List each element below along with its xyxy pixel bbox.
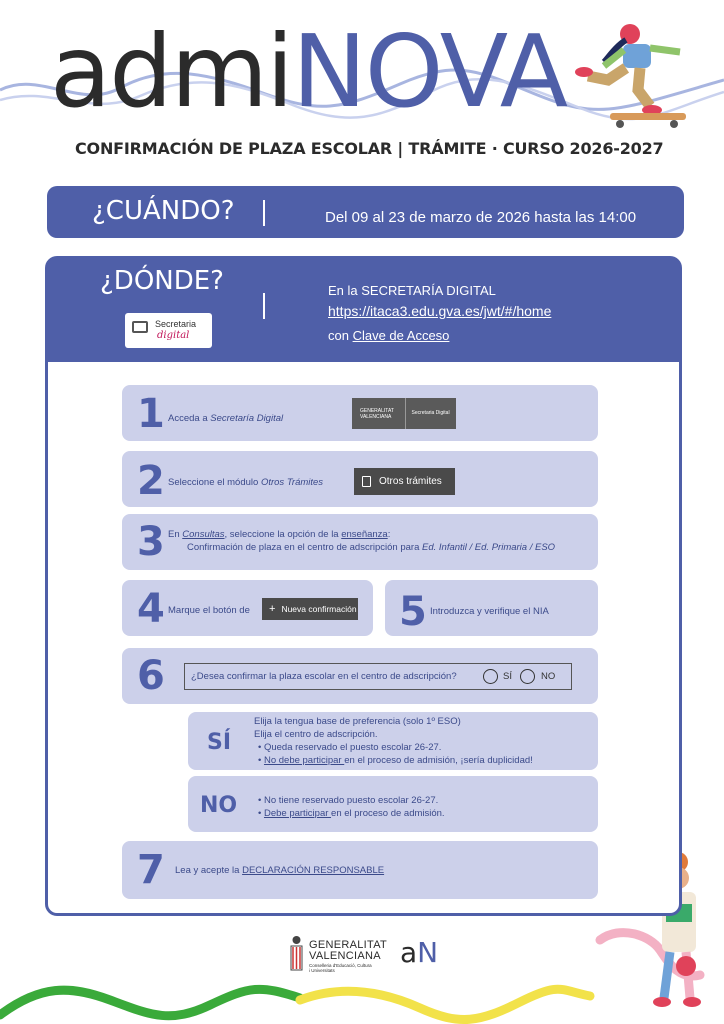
- step-7-text: Lea y acepte la DECLARACIÓN RESPONSABLE: [175, 865, 385, 876]
- yes-bullet-1: • Queda reservado el puesto escolar 26-27.: [258, 741, 533, 754]
- step-1-number: 1: [137, 391, 165, 437]
- confirmation-question: ¿Desea confirmar la plaza escolar en el centro de adscripción? SÍ NO: [184, 663, 572, 690]
- no-radio[interactable]: [520, 669, 535, 684]
- sd-button-label: Secretaria Digital: [411, 410, 450, 416]
- gva-shield-icon: [290, 935, 303, 973]
- step-3-number: 3: [137, 519, 165, 565]
- monitor-icon: [132, 321, 148, 333]
- when-divider: [263, 200, 265, 226]
- yes-bullet-2: • No debe participar en el proceso de admisión, ¡sería duplicidad!: [258, 754, 533, 767]
- step-5-number: 5: [399, 589, 427, 635]
- step-7-number: 7: [137, 847, 165, 893]
- adminova-small-logo: aN: [400, 936, 439, 969]
- when-date-text: Del 09 al 23 de marzo de 2026 hasta las 14:00: [325, 209, 637, 226]
- secretaria-digital-access-button[interactable]: [352, 398, 456, 429]
- declaracion-responsable-link[interactable]: DECLARACIÓN RESPONSABLE: [242, 865, 385, 876]
- yes-radio-label: SÍ: [503, 671, 512, 682]
- yes-line-2: Elija el centro de adscripción.: [254, 729, 378, 740]
- otros-tramites-button[interactable]: Otros trámites: [354, 468, 455, 495]
- no-bullet-1: • No tiene reservado puesto escolar 26-27.: [258, 794, 445, 807]
- step-2-number: 2: [137, 458, 165, 504]
- where-platform-text: En la SECRETARÍA DIGITAL: [328, 283, 496, 298]
- step-3-line-2: Confirmación de plaza en el centro de adscripción para Ed. Infantil / Ed. Primaria / ESO: [187, 542, 556, 553]
- yes-radio[interactable]: [483, 669, 498, 684]
- no-bullet-2: • Debe participar en el proceso de admisión.: [258, 807, 445, 820]
- no-word: NO: [200, 793, 238, 818]
- where-url-link[interactable]: https://itaca3.edu.gva.es/jwt/#/home: [328, 303, 552, 319]
- clipboard-icon: [362, 476, 371, 487]
- where-divider: [263, 293, 265, 319]
- yes-line-1: Elija la tengua base de preferencia (solo 1º ESO): [254, 716, 461, 727]
- no-radio-label: NO: [541, 671, 556, 682]
- step-1-text: Acceda a Secretaría Digital: [168, 413, 284, 424]
- secretaria-digital-logo: Secretaria digital: [125, 313, 212, 348]
- nueva-confirmacion-button[interactable]: + Nueva confirmación: [262, 598, 358, 620]
- step-6-number: 6: [137, 653, 165, 699]
- step-3-line-1: En Consultas, seleccione la opción de la enseñanza:: [168, 529, 391, 540]
- where-title: ¿DÓNDE?: [100, 266, 224, 296]
- step-5-text: Introduzca y verifique el NIA: [430, 606, 549, 617]
- step-4-text: Marque el botón de: [168, 605, 250, 616]
- gva-button-label: GENERALITAT VALENCIANA: [352, 398, 406, 429]
- step-4-number: 4: [137, 586, 165, 632]
- clave-acceso-link[interactable]: Clave de Acceso: [352, 328, 450, 343]
- adminova-logo: admiNOVA: [50, 13, 567, 130]
- plus-icon: +: [269, 603, 276, 615]
- skater-illustration: [568, 18, 688, 130]
- page-subtitle: CONFIRMACIÓN DE PLAZA ESCOLAR | TRÁMITE · CURSO 2026-2027: [75, 139, 664, 158]
- where-access-text: con Clave de Acceso: [328, 328, 450, 343]
- step-2-text: Seleccione el módulo Otros Trámites: [168, 477, 324, 488]
- yes-bullets: [258, 741, 533, 767]
- when-title: ¿CUÁNDO?: [92, 196, 235, 226]
- no-bullets: [258, 794, 445, 820]
- yes-word: SÍ: [207, 730, 232, 755]
